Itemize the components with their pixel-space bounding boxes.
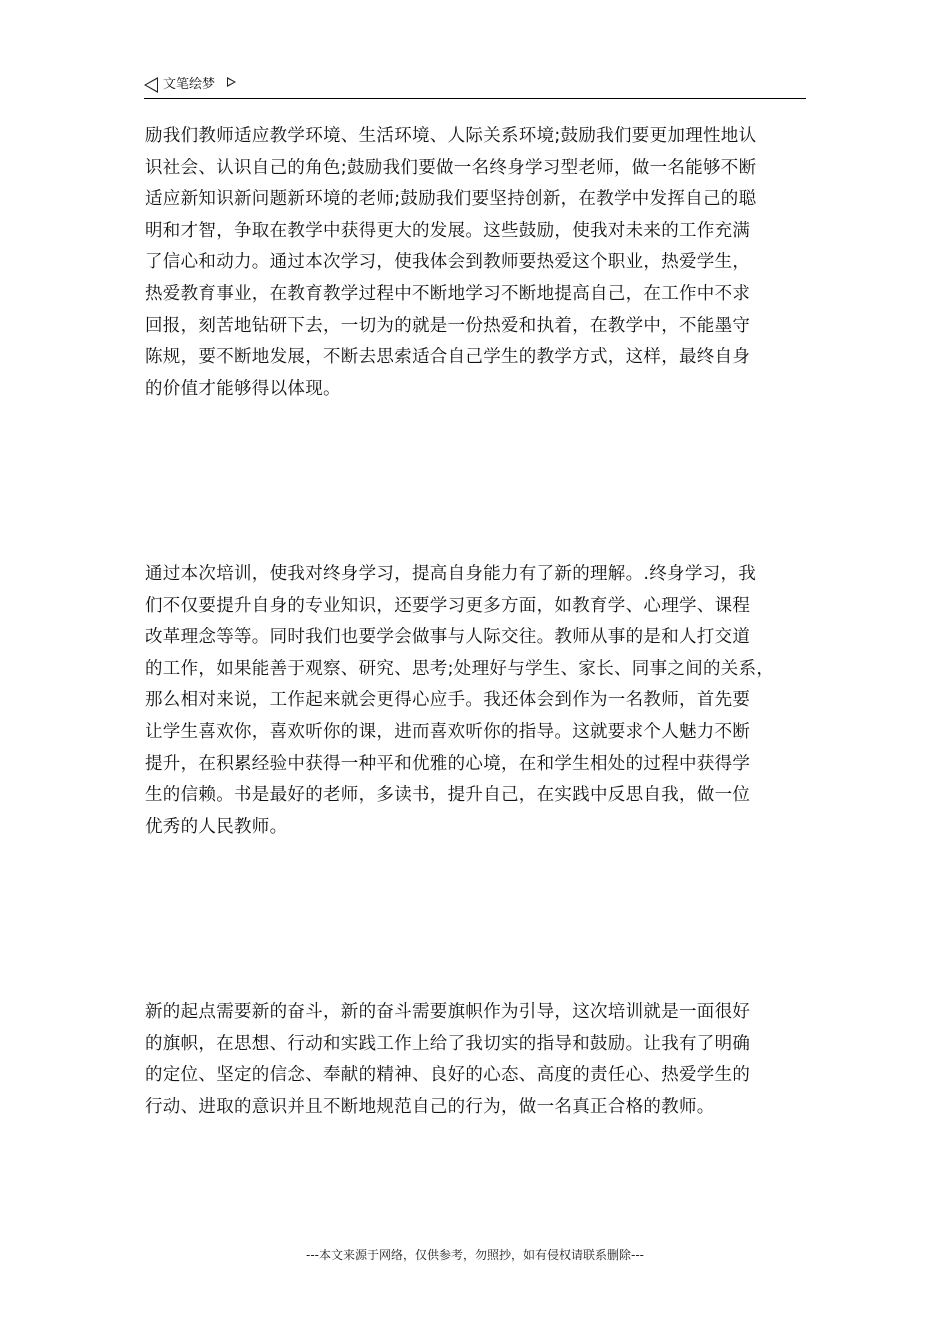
triangle-left-icon (144, 77, 158, 93)
text-line: 行动、进取的意识并且不断地规范自己的行为，做一名真正合格的教师。 (145, 1096, 715, 1117)
text-line: 热爱教育事业，在教育教学过程中不断地学习不断地提高自己，在工作中不求 (145, 283, 751, 304)
page-header (144, 72, 806, 99)
triangle-right-icon (227, 77, 236, 87)
text-line: 那么相对来说，工作起来就会更得心应手。我还体会到作为一名教师，首先要 (145, 690, 751, 711)
text-line: 了信心和动力。通过本次学习，使我体会到教师要热爱这个职业，热爱学生， (145, 252, 751, 273)
text-line: 励我们教师适应教学环境、生活环境、人际关系环境;鼓励我们要更加理性地认 (145, 126, 757, 146)
text-line: 的工作，如果能善于观察、研究、思考;处理好与学生、家长、同事之间的关系， (145, 658, 775, 679)
text-line: 生的信赖。书是最好的老师，多读书，提升自己，在实践中反思自我，做一位 (145, 785, 751, 806)
paragraph-3 (145, 997, 817, 1123)
text-line: 适应新知识新问题新环境的老师;鼓励我们要坚持创新，在教学中发挥自己的聪 (145, 189, 757, 210)
brand (144, 76, 236, 94)
text-line: 新的起点需要新的奋斗，新的奋斗需要旗帜作为引导，这次培训就是一面很好 (145, 1002, 751, 1022)
text-line: 回报，刻苦地钻研下去，一切为的就是一份热爱和执着，在教学中，不能墨守 (145, 315, 751, 336)
paragraph-1 (145, 121, 817, 405)
footer-notice: ---本文来源于网络，仅供参考，勿照抄，如有侵权请联系删除--- (306, 1248, 644, 1262)
text-line: 的定位、坚定的信念、奉献的精神、良好的心态、高度的责任心、热爱学生的 (145, 1065, 751, 1086)
paragraph-2 (145, 559, 817, 843)
text-line: 让学生喜欢你，喜欢听你的课，进而喜欢听你的指导。这就要求个人魅力不断 (145, 721, 751, 742)
text-line: 的旗帜，在思想、行动和实践工作上给了我切实的指导和鼓励。让我有了明确 (145, 1033, 751, 1054)
text-line: 改革理念等等。同时我们也要学会做事与人际交往。教师从事的是和人打交道 (145, 627, 751, 648)
text-line: 们不仅要提升自身的专业知识，还要学习更多方面，如教育学、心理学、课程 (145, 595, 751, 616)
text-line: 优秀的人民教师。 (145, 816, 288, 837)
text-line: 提升，在积累经验中获得一种平和优雅的心境，在和学生相处的过程中获得学 (145, 753, 751, 774)
text-line: 的价值才能够得以体现。 (145, 378, 341, 399)
text-line: 识社会、认识自己的角色;鼓励我们要做一名终身学习型老师，做一名能够不断 (145, 157, 757, 178)
text-line: 通过本次培训，使我对终身学习，提高自身能力有了新的理解。.终身学习，我 (145, 564, 757, 584)
brand-title: 文笔绘梦 (163, 77, 216, 92)
text-line: 明和才智，争取在教学中获得更大的发展。这些鼓励，使我对未来的工作充满 (145, 220, 751, 241)
text-line: 陈规，要不断地发展，不断去思索适合自己学生的教学方式，这样，最终自身 (145, 347, 751, 368)
